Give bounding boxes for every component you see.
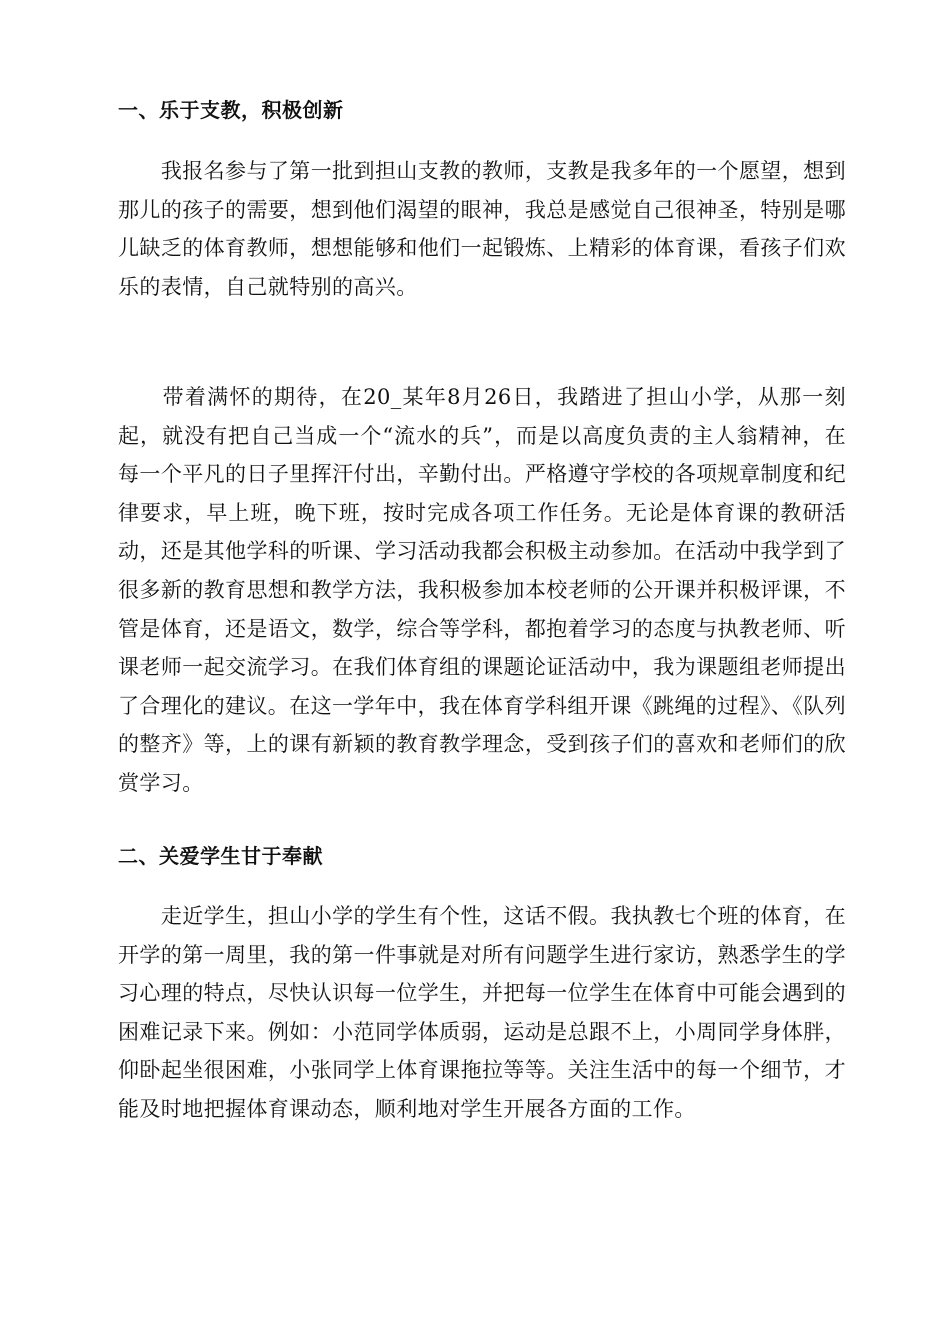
paragraph-text: 走近学生，担山小学的学生有个性，这话不假。我执教七个班的体育，在开学的第一周里，我的第一件事就是对所有问题学生进行家访，熟悉学生的学习心理的特点，尽快认识每一位学生，并把每一位学生在体育中可能会遇到的困难记录下来。例如：小范同学体质弱，运动是总跟不上，小周同学身体胖，仰卧起坐很困难，小张同学上体育课拖拉等等。关注生活中的每一个细节，才能及时地把握体育课动态，顺利地对学生开展各方面的工作。 [118,904,846,1121]
section-heading-2: 二、关爱学生甘于奉献 [118,844,323,868]
section-heading-1: 一、乐于支教，积极创新 [118,98,344,122]
paragraph-1 [118,152,846,306]
paragraph-2 [118,378,846,803]
paragraph-text: 带着满怀的期待，在20_某年8月26日，我踏进了担山小学，从那一刻起，就没有把自己当成一个“流水的兵”，而是以高度负责的主人翁精神，在每一个平凡的日子里挥汗付出，辛勤付出。严格遵守学校的各项规章制度和纪律要求，早上班，晚下班，按时完成各项工作任务。无论是体育课的教研活动，还是其他学科的听课、学习活动我都会积极主动参加。在活动中我学到了很多新的教育思想和教学方法，我积极参加本校老师的公开课并积极评课，不管是体育，还是语文，数学，综合等学科，都抱着学习的态度与执教老师、听课老师一起交流学习。在我们体育组的课题论证活动中，我为课题组老师提出了合理化的建议。在这一学年中，我在体育学科组开课《跳绳的过程》、《队列的整齐》等，上的课有新颖的教育教学理念，受到孩子们的喜欢和老师们的欣赏学习。 [118,385,846,795]
paragraph-text: 我报名参与了第一批到担山支教的教师，支教是我多年的一个愿望，想到那儿的孩子的需要，想到他们渴望的眼神，我总是感觉自己很神圣，特别是哪儿缺乏的体育教师，想想能够和他们一起锻炼、上精彩的体育课，看孩子们欢乐的表情，自己就特别的高兴。 [118,159,846,299]
paragraph-3 [118,897,846,1129]
